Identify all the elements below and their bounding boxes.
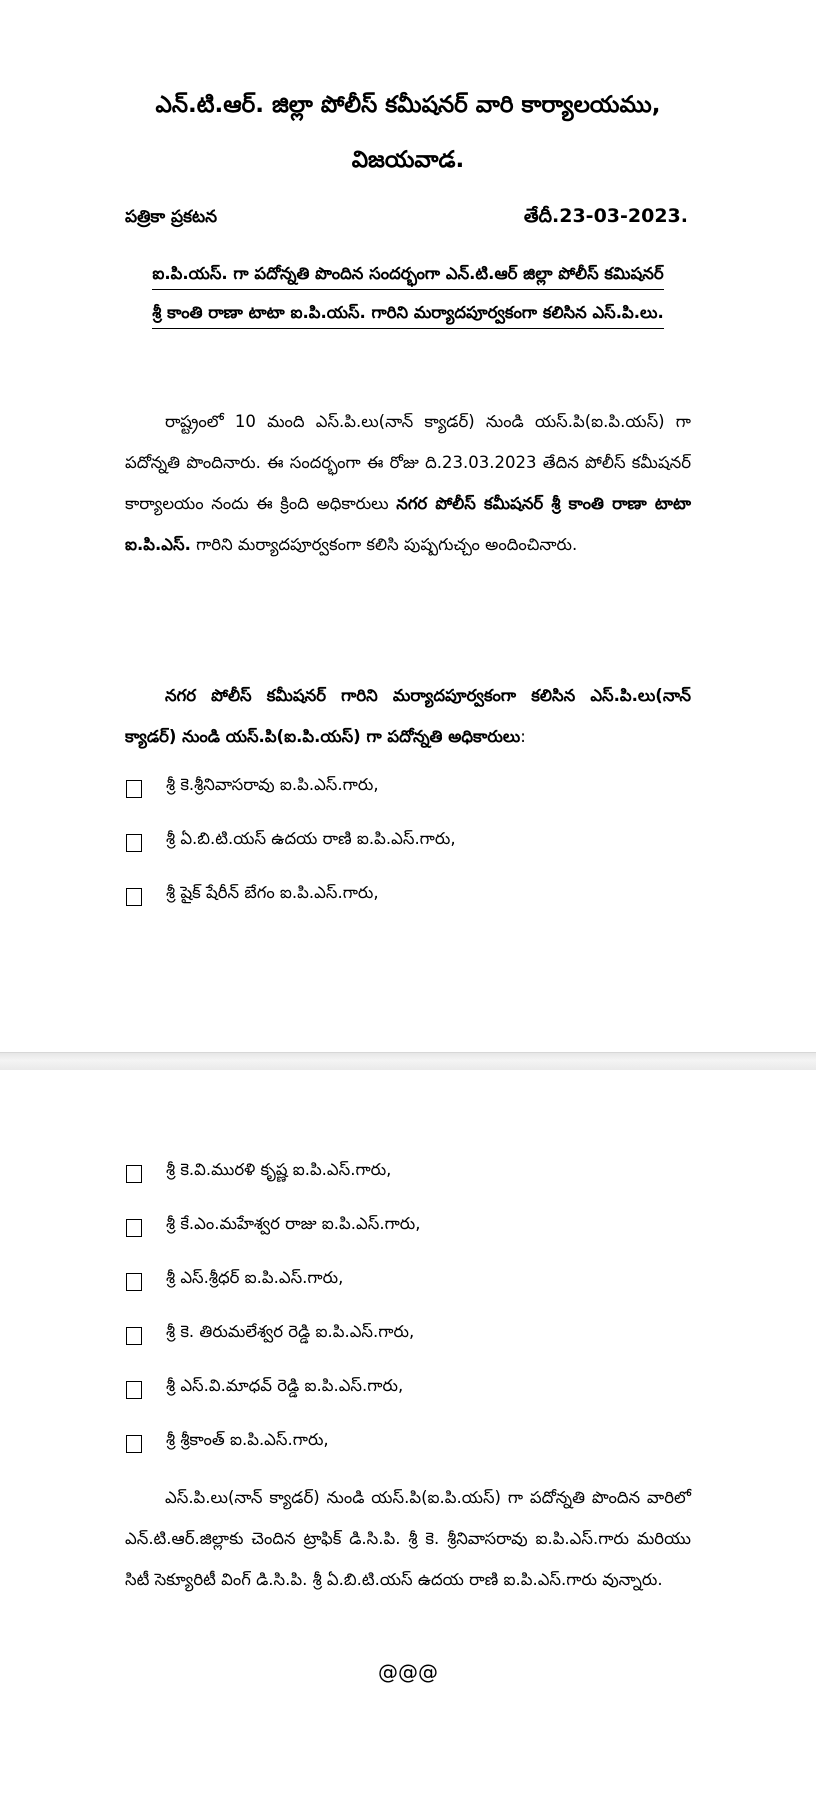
officer-name: శ్రీ ఏ.బి.టి.యస్ ఉదయ రాణి ఐ.పి.ఎస్.గారు, (166, 829, 456, 848)
officers-heading-tail: : (520, 727, 526, 746)
list-item (125, 1209, 691, 1263)
officers-heading-paragraph (125, 675, 691, 757)
list-item (125, 1263, 691, 1317)
checkbox-bullet-icon (126, 780, 142, 798)
list-item (125, 770, 691, 824)
closing-mark: @@@ (378, 1660, 438, 1684)
intro-text-bold: నగర పోలీస్ కమీషనర్ శ్రీ కాంతి రాణా టాటా ఐ.పి.ఎస్. (125, 494, 691, 554)
list-item (125, 1425, 691, 1479)
subject-line-2-text: శ్రీ కాంతి రాణా టాటా ఐ.పి.యస్. గారిని మర్యాదపూర్వకంగా కలిసిన ఎస్.పి.లు. (152, 301, 663, 329)
press-release-date: తేదీ.23-03-2023. (523, 205, 688, 227)
list-item (125, 1155, 691, 1209)
intro-text-b: గారిని మర్యాదపూర్వకంగా కలిసి పుష్పగుచ్చం అందించినారు. (190, 535, 578, 554)
subject-line-1 (125, 262, 691, 290)
checkbox-bullet-icon (126, 1435, 142, 1453)
officer-name: శ్రీ కె.శ్రీనివాసరావు ఐ.పి.ఎస్.గారు, (166, 775, 379, 794)
press-release-label: పత్రికా ప్రకటన (125, 207, 218, 227)
list-item (125, 824, 691, 878)
officer-name: శ్రీ షైక్ షేరీన్ బేగం ఐ.పి.ఎస్.గారు, (166, 883, 379, 902)
officer-name: శ్రీ ఎస్.వి.మాధవ్ రెడ్డి ఐ.పి.ఎస్.గారు, (166, 1376, 404, 1395)
officer-list-page-1 (125, 770, 691, 932)
officer-list-page-2 (125, 1155, 691, 1479)
checkbox-bullet-icon (126, 1219, 142, 1237)
list-item (125, 1317, 691, 1371)
intro-paragraph (125, 401, 691, 565)
officer-name: శ్రీ కే.ఎం.మహేశ్వర రాజు ఐ.పి.ఎస్.గారు, (166, 1214, 421, 1233)
officer-name: శ్రీ కె. తిరుమలేశ్వర రెడ్డి ఐ.పి.ఎస్.గారు, (166, 1322, 415, 1341)
subject-line-2 (125, 301, 691, 329)
checkbox-bullet-icon (126, 1165, 142, 1183)
checkbox-bullet-icon (126, 888, 142, 906)
checkbox-bullet-icon (126, 1327, 142, 1345)
list-item (125, 878, 691, 932)
checkbox-bullet-icon (126, 834, 142, 852)
officers-heading-bold: నగర పోలీస్ కమీషనర్ గారిని మర్యాదపూర్వకంగా కలిసిన ఎస్.పి.లు(నాన్ క్యాడర్) నుండి యస్.పి(ఐ.పి.యస్) గా పదోన్నతి అధికారులు (125, 686, 691, 746)
intro-text-a: రాష్ట్రంలో 10 మంది ఎస్.పి.లు(నాన్ క్యాడర్) నుండి యస్.పి(ఐ.పి.యస్) గా పదోన్నతి పొందినారు. ఈ సందర్భంగా ఈ రోజు ది.23.03.2023 తేదిన పోలీస్ కమీషనర్ కార్యాలయం నందు ఈ క్రింది అధికారులు (125, 412, 691, 513)
checkbox-bullet-icon (126, 1381, 142, 1399)
page-separator (0, 1052, 816, 1072)
closing-paragraph: ఎస్.పి.లు(నాన్ క్యాడర్) నుండి యస్.పి(ఐ.పి.యస్) గా పదోన్నతి పొందిన వారిలో ఎన్.టి.ఆర్.జిల్లాకు చెందిన ట్రాఫిక్ డి.సి.పి. శ్రీ కె. శ్రీనివాసరావు ఐ.పి.ఎస్.గారు మరియు సిటీ సెక్యూరిటీ వింగ్ డి.సి.పి. శ్రీ ఏ.బి.టి.యస్ ఉదయ రాణి ఐ.పి.ఎస్.గారు వున్నారు. (125, 1488, 691, 1589)
officer-name: శ్రీ శ్రీకాంత్ ఐ.పి.ఎస్.గారు, (166, 1430, 329, 1449)
checkbox-bullet-icon (126, 1273, 142, 1291)
officer-name: శ్రీ కె.వి.మురళి కృష్ణ ఐ.పి.ఎస్.గారు, (166, 1160, 392, 1179)
list-item (125, 1371, 691, 1425)
subject-line-1-text: ఐ.పి.యస్. గా పదోన్నతి పొందిన సందర్భంగా ఎన్.టి.ఆర్ జిల్లా పోలీస్ కమిషనర్ (152, 262, 663, 290)
officer-name: శ్రీ ఎస్.శ్రీధర్ ఐ.పి.ఎస్.గారు, (166, 1268, 344, 1287)
office-title: ఎన్.టి.ఆర్. జిల్లా పోలీస్ కమీషనర్ వారి కార్యాలయము, (155, 92, 661, 118)
office-city: విజయవాడ. (351, 147, 465, 173)
